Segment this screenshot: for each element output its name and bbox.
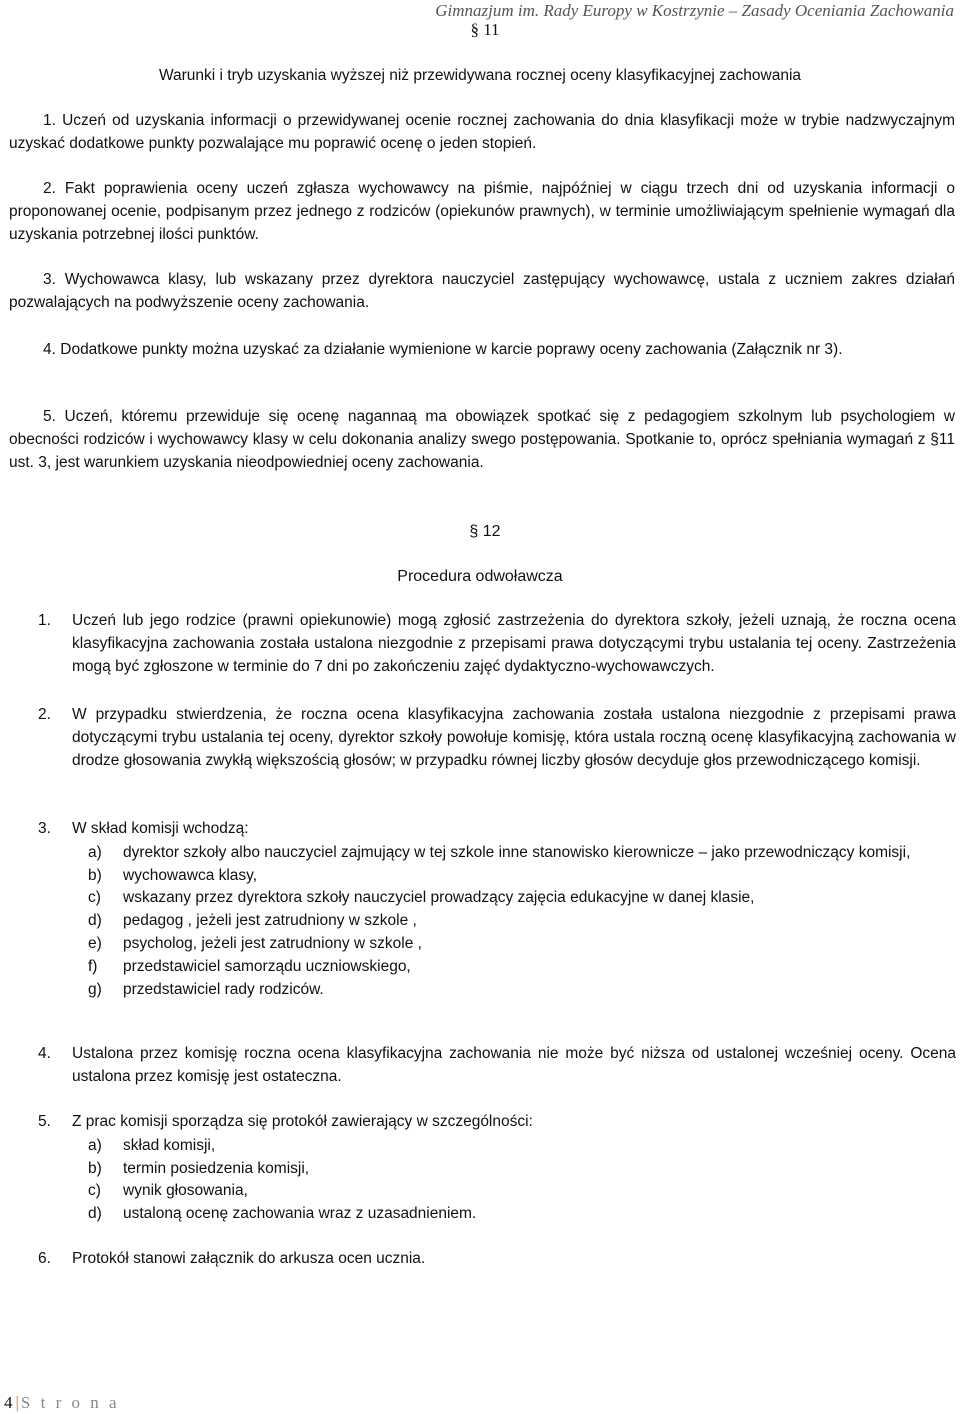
subitem-letter: a) bbox=[88, 843, 102, 861]
s11-item-4 bbox=[9, 339, 955, 362]
item-text: Ustalona przez komisję roczna ocena klasyfikacyjna zachowania nie może być niższa od ustalonej wcześniej oceny. Ocena ustalona przez komisję jest ostateczna. bbox=[72, 1045, 956, 1085]
subitem-a bbox=[88, 1135, 956, 1158]
subitem-text: pedagog , jeżeli jest zatrudniony w szkole , bbox=[123, 912, 417, 930]
subitem-f bbox=[88, 956, 956, 979]
running-header: Gimnazjum im. Rady Europy w Kostrzynie – Zasady Oceniania Zachowania bbox=[435, 1, 954, 20]
subitem-letter: d) bbox=[88, 912, 102, 930]
subitem-c bbox=[88, 887, 956, 910]
s12-item-4 bbox=[38, 1043, 956, 1089]
page-label: S t r o n a bbox=[20, 1393, 120, 1412]
item-number: 5. bbox=[38, 1113, 51, 1130]
subitem-letter: a) bbox=[88, 1136, 102, 1154]
subitem-text: przedstawiciel rady rodziców. bbox=[123, 980, 324, 998]
section-11-title: Warunki i tryb uzyskania wyższej niż przewidywana rocznej oceny klasyfikacyjnej zachowania bbox=[158, 67, 802, 84]
subitem-b bbox=[88, 1158, 956, 1181]
subitem-letter: f) bbox=[88, 957, 98, 975]
subitem-letter: e) bbox=[88, 934, 102, 952]
subitem-text: termin posiedzenia komisji, bbox=[123, 1159, 310, 1177]
item-text: Z prac komisji sporządza się protokół zawierający w szczególności: bbox=[72, 1113, 533, 1130]
item-text: W przypadku stwierdzenia, że roczna ocena klasyfikacyjna zachowania została ustalona niezgodnie z przepisami prawa dotyczącymi trybu ustalania tej oceny, dyrektor szkoły powołuje komisję, która ustala roczną ocenę klasyfikacyjną zachowania w drodze głosowania zwykłą większością głosów; w przypadku równej liczby głosów decyduje głos przewodniczącego komisji. bbox=[72, 706, 956, 769]
item-number: 1. bbox=[43, 112, 56, 129]
item-text: Uczeń od uzyskania informacji o przewidywanej ocenie rocznej zachowania do dnia klasyfikacji może w trybie nadzwyczajnym uzyskać dodatkowe punkty pozwalające mu poprawić ocenę o jeden stopień. bbox=[9, 112, 955, 152]
subitem-text: dyrektor szkoły albo nauczyciel zajmujący w tej szkole inne stanowisko kierownicze – jako przewodniczący komisji, bbox=[123, 843, 911, 861]
subitem-letter: c) bbox=[88, 1182, 101, 1200]
subitem-d bbox=[88, 1203, 956, 1226]
sublist bbox=[88, 842, 956, 1002]
subitem-letter: b) bbox=[88, 1159, 102, 1177]
subitem-c bbox=[88, 1180, 956, 1203]
s11-item-3 bbox=[9, 269, 955, 315]
item-number: 3. bbox=[43, 271, 56, 288]
item-number: 2. bbox=[43, 180, 56, 197]
item-number: 6. bbox=[38, 1250, 51, 1267]
subitem-letter: c) bbox=[88, 889, 101, 907]
s11-item-5 bbox=[9, 406, 955, 474]
item-number: 4. bbox=[43, 341, 56, 358]
subitem-text: skład komisji, bbox=[123, 1136, 216, 1154]
item-text: Wychowawca klasy, lub wskazany przez dyrektora nauczyciel zastępujący wychowawcę, ustala z uczniem zakres działań pozwalających na podwyższenie oceny zachowania. bbox=[9, 271, 955, 311]
subitem-d bbox=[88, 910, 956, 933]
s12-item-2 bbox=[38, 704, 956, 772]
item-number: 3. bbox=[38, 820, 51, 837]
s12-item-1 bbox=[38, 610, 956, 678]
subitem-b bbox=[88, 865, 956, 888]
item-number: 4. bbox=[38, 1045, 51, 1062]
s12-item-3 bbox=[38, 818, 956, 1001]
s11-item-1 bbox=[9, 110, 955, 156]
section-mark-12: § 12 bbox=[469, 523, 501, 540]
subitem-letter: d) bbox=[88, 1205, 102, 1223]
subitem-text: ustaloną ocenę zachowania wraz z uzasadnieniem. bbox=[123, 1205, 477, 1223]
s12-item-6 bbox=[38, 1248, 956, 1271]
item-number: 2. bbox=[38, 706, 51, 723]
s11-item-2 bbox=[9, 178, 955, 246]
subitem-text: wychowawca klasy, bbox=[123, 866, 258, 884]
item-text: W skład komisji wchodzą: bbox=[72, 820, 249, 837]
item-text: Protokół stanowi załącznik do arkusza ocen ucznia. bbox=[72, 1250, 426, 1267]
subitem-text: wskazany przez dyrektora szkoły nauczyciel prowadzący zajęcia edukacyjne w danej klasie, bbox=[123, 889, 755, 907]
subitem-a bbox=[88, 842, 956, 865]
item-number: 1. bbox=[38, 612, 51, 629]
section-12-title: Procedura odwoławcza bbox=[397, 568, 563, 585]
sublist bbox=[88, 1135, 956, 1226]
subitem-letter: b) bbox=[88, 866, 102, 884]
item-text: Uczeń lub jego rodzice (prawni opiekunowie) mogą zgłosić zastrzeżenia do dyrektora szkoły, jeżeli uznają, że roczna ocena klasyfikacyjna zachowania została ustalona niezgodnie z przepisami prawa dotyczącymi trybu ustalania tej oceny. Zastrzeżenia mogą być zgłoszone w terminie do 7 dni po zakończeniu zajęć dydaktyczno-wychowawczych. bbox=[72, 612, 956, 675]
subitem-g bbox=[88, 979, 956, 1002]
subitem-text: przedstawiciel samorządu uczniowskiego, bbox=[123, 957, 411, 975]
subitem-e bbox=[88, 933, 956, 956]
item-text: Uczeń, któremu przewiduje się ocenę nagannaą ma obowiązek spotkać się z pedagogiem szkolnym lub psychologiem w obecności rodziców i wychowawcy klasy w celu dokonania analizy swego postępowania. Spotkanie to, oprócz spełniania wymagań z §11 ust. 3, jest warunkiem uzyskania nieodpowiedniej oceny zachowania. bbox=[9, 408, 955, 471]
section-mark-11: § 11 bbox=[470, 20, 500, 39]
item-text: Dodatkowe punkty można uzyskać za działanie wymienione w karcie poprawy oceny zachowania (Załącznik nr 3). bbox=[60, 341, 843, 358]
item-text: Fakt poprawienia oceny uczeń zgłasza wychowawcy na piśmie, najpóźniej w ciągu trzech dni od uzyskania informacji o proponowanej ocenie, podpisanym przez jednego z rodziców (opiekunów prawnych), w terminie umożliwiającym spełnienie wymagań dla uzyskania potrzebnej ilości punktów. bbox=[9, 180, 955, 243]
page-number: 4 bbox=[4, 1393, 16, 1412]
footer-separator: | bbox=[15, 1393, 21, 1412]
subitem-text: psycholog, jeżeli jest zatrudniony w szkole , bbox=[123, 934, 422, 952]
item-number: 5. bbox=[43, 408, 56, 425]
subitem-letter: g) bbox=[88, 980, 102, 998]
subitem-text: wynik głosowania, bbox=[123, 1182, 248, 1200]
s12-item-5 bbox=[38, 1111, 956, 1226]
